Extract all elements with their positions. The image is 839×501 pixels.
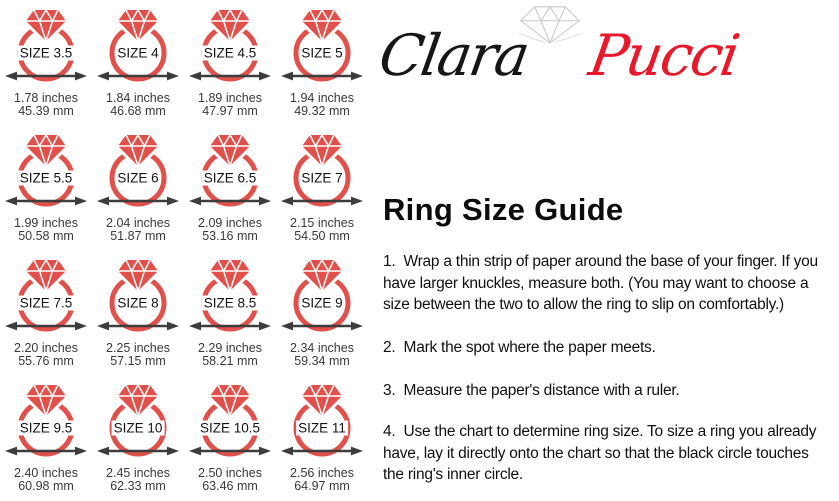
ring-illustration (4, 383, 88, 465)
ring-size-label: SIZE 9 (301, 295, 343, 311)
ring-size-cell (184, 250, 276, 375)
ring-illustration (96, 8, 180, 90)
ring-size-cell (276, 375, 368, 500)
ring-illustration (96, 133, 180, 215)
diamond-icon (210, 10, 250, 41)
brand-name-first: Clara (374, 23, 533, 89)
ring-size-cell (0, 250, 92, 375)
ring-size-cell (276, 0, 368, 125)
ring-illustration (280, 8, 364, 90)
brand-logo (376, 4, 839, 104)
ring-diameter-inches: 1.99 inches (14, 216, 78, 230)
diamond-icon (302, 135, 342, 166)
ring-measurements (14, 467, 78, 493)
diamond-icon (302, 385, 342, 416)
ring-measurements (198, 467, 262, 493)
ring-size-cell (92, 250, 184, 375)
ring-size-label: SIZE 4 (117, 45, 159, 61)
ring-measurements (198, 92, 262, 118)
ring-size-chart (0, 0, 368, 500)
ring-size-label: SIZE 7 (301, 170, 343, 186)
ring-size-label: SIZE 5.5 (19, 170, 73, 186)
ring-diameter-inches: 2.20 inches (14, 341, 78, 355)
ring-size-label: SIZE 8.5 (203, 295, 257, 311)
instruction-step-2: 2. Mark the spot where the paper meets. (383, 339, 656, 356)
ring-diameter-inches: 2.25 inches (106, 341, 170, 355)
ring-illustration (4, 133, 88, 215)
ring-measurements (14, 92, 78, 118)
ring-illustration (188, 383, 272, 465)
ring-diameter-inches: 2.40 inches (14, 466, 78, 480)
ring-diameter-mm: 53.16 mm (202, 229, 258, 243)
ring-diameter-inches: 2.29 inches (198, 341, 262, 355)
instruction-step-3: 3. Measure the paper's distance with a ruler. (383, 382, 680, 399)
ring-size-label: SIZE 5 (301, 45, 343, 61)
ring-illustration (188, 133, 272, 215)
ring-diameter-inches: 1.78 inches (14, 91, 78, 105)
ring-illustration (280, 383, 364, 465)
ring-diameter-mm: 64.97 mm (294, 479, 350, 493)
ring-illustration (96, 383, 180, 465)
instruction-step-4: 4. Use the chart to determine ring size. To size a ring you already have, lay it directly onto the chart so that the black circle touches the ring's inner circle. (383, 423, 817, 483)
ring-illustration (188, 8, 272, 90)
ring-diameter-mm: 47.97 mm (202, 104, 258, 118)
ring-measurements (106, 467, 170, 493)
ring-diameter-inches: 2.50 inches (198, 466, 262, 480)
ring-diameter-mm: 55.76 mm (18, 354, 74, 368)
ring-diameter-mm: 59.34 mm (294, 354, 350, 368)
diamond-icon (302, 260, 342, 291)
ring-diameter-mm: 62.33 mm (110, 479, 166, 493)
diamond-icon (26, 260, 66, 291)
ring-illustration (280, 258, 364, 340)
ring-size-cell (92, 375, 184, 500)
ring-diameter-mm: 51.87 mm (110, 229, 166, 243)
diamond-icon (26, 385, 66, 416)
ring-diameter-mm: 63.46 mm (202, 479, 258, 493)
ring-diameter-inches: 2.15 inches (290, 216, 354, 230)
ring-diameter-inches: 2.04 inches (106, 216, 170, 230)
ring-illustration (188, 258, 272, 340)
ring-size-label: SIZE 4.5 (203, 45, 257, 61)
diamond-icon (210, 135, 250, 166)
diamond-icon (118, 260, 158, 291)
ring-size-label: SIZE 11 (298, 420, 346, 436)
ring-size-cell (0, 0, 92, 125)
ring-size-cell (92, 125, 184, 250)
page-title: Ring Size Guide (383, 192, 624, 227)
ring-measurements (106, 92, 170, 118)
instruction-step-1: 1. Wrap a thin strip of paper around the base of your finger. If you have larger knuckles, measure both. (You may want to choose a size between the two to allow the ring to slip on comfortably.) (383, 253, 818, 313)
ring-diameter-mm: 57.15 mm (110, 354, 166, 368)
brand-name-second: Pucci (584, 23, 743, 89)
diamond-icon (210, 260, 250, 291)
ring-size-cell (92, 0, 184, 125)
ring-diameter-mm: 49.32 mm (294, 104, 350, 118)
ring-size-label: SIZE 6.5 (203, 170, 257, 186)
ring-diameter-inches: 1.94 inches (290, 91, 354, 105)
ring-illustration (280, 133, 364, 215)
ring-diameter-inches: 2.09 inches (198, 216, 262, 230)
ring-measurements (106, 217, 170, 243)
ring-illustration (96, 258, 180, 340)
ring-size-cell (0, 375, 92, 500)
ring-diameter-mm: 46.68 mm (110, 104, 166, 118)
diamond-icon (118, 385, 158, 416)
diamond-outline-icon (518, 4, 582, 50)
ring-diameter-mm: 60.98 mm (18, 479, 74, 493)
ring-size-label: SIZE 6 (117, 170, 159, 186)
ring-measurements (198, 342, 262, 368)
ring-size-cell (276, 125, 368, 250)
ring-diameter-inches: 2.45 inches (106, 466, 170, 480)
ring-size-label: SIZE 8 (117, 295, 159, 311)
diamond-icon (118, 10, 158, 41)
ring-size-cell (184, 375, 276, 500)
ring-measurements (290, 92, 354, 118)
ring-measurements (14, 217, 78, 243)
diamond-icon (302, 10, 342, 41)
ring-diameter-mm: 58.21 mm (202, 354, 258, 368)
diamond-icon (118, 135, 158, 166)
ring-size-label: SIZE 10 (113, 420, 163, 436)
ring-size-label: SIZE 3.5 (19, 45, 73, 61)
ring-diameter-mm: 45.39 mm (18, 104, 74, 118)
diamond-icon (26, 135, 66, 166)
ring-measurements (14, 342, 78, 368)
ring-measurements (290, 217, 354, 243)
ring-diameter-inches: 2.56 inches (290, 466, 354, 480)
info-panel (376, 0, 839, 501)
ring-diameter-mm: 54.50 mm (294, 229, 350, 243)
ring-size-cell (184, 0, 276, 125)
ring-diameter-inches: 1.84 inches (106, 91, 170, 105)
ring-illustration (4, 258, 88, 340)
ring-measurements (106, 342, 170, 368)
ring-measurements (198, 217, 262, 243)
ring-size-cell (184, 125, 276, 250)
ring-diameter-inches: 1.89 inches (198, 91, 262, 105)
ring-diameter-mm: 50.58 mm (18, 229, 74, 243)
ring-measurements (290, 342, 354, 368)
ring-size-cell (0, 125, 92, 250)
ring-illustration (4, 8, 88, 90)
diamond-icon (210, 385, 250, 416)
ring-size-label: SIZE 10.5 (199, 420, 261, 436)
ring-size-label: SIZE 9.5 (19, 420, 73, 436)
diamond-icon (26, 10, 66, 41)
ring-diameter-inches: 2.34 inches (290, 341, 354, 355)
ring-measurements (290, 467, 354, 493)
ring-size-cell (276, 250, 368, 375)
ring-size-label: SIZE 7.5 (19, 295, 73, 311)
